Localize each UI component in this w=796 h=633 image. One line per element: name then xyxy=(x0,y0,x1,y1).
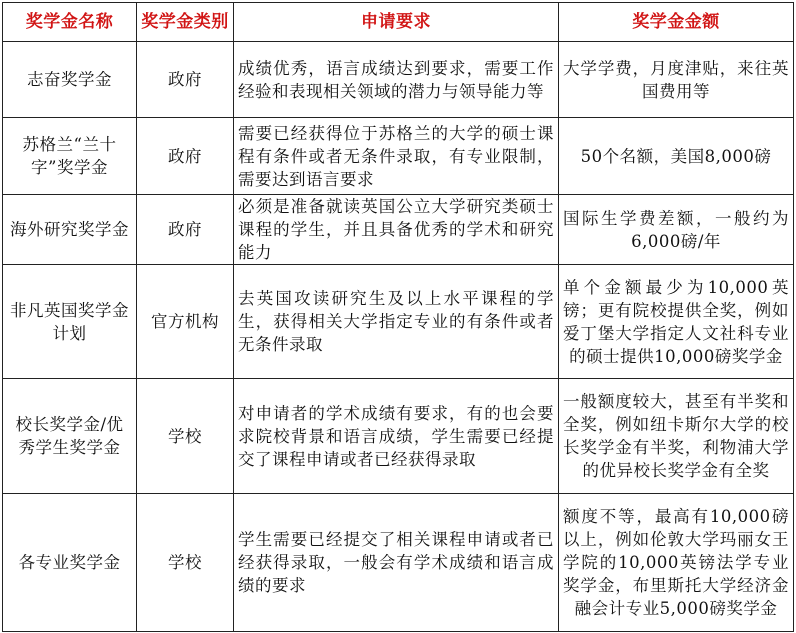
table-row xyxy=(3,265,794,379)
requirements-cell: 必须是准备就读英国公立大学研究类硕士课程的学生，并且具备优秀的学术和研究能力 xyxy=(234,195,559,265)
scholarship-type-cell: 学校 xyxy=(137,494,234,632)
scholarship-name-cell: 苏格兰“兰十字”奖学金 xyxy=(3,118,137,195)
amount-cell: 单个金额最少为10,000英镑；更有院校提供全奖，例如爱丁堡大学指定人文社科专业的硕士提供10,000磅奖学金 xyxy=(559,265,794,379)
table-row xyxy=(3,42,794,118)
amount-cell: 额度不等，最高有10,000磅以上，例如伦敦大学玛丽女王学院的10,000英镑法学专业奖学金，布里斯托大学经济金融会计专业5,000磅奖学金 xyxy=(559,494,794,632)
scholarship-name-cell: 各专业奖学金 xyxy=(3,494,137,632)
header-scholarship-name: 奖学金名称 xyxy=(3,3,137,42)
amount-cell: 大学学费，月度津贴，来往英国费用等 xyxy=(559,42,794,118)
table-row xyxy=(3,379,794,494)
table-header-row xyxy=(3,3,794,42)
scholarship-type-cell: 政府 xyxy=(137,195,234,265)
amount-cell: 一般额度较大，甚至有半奖和全奖，例如纽卡斯尔大学的校长奖学金有半奖，利物浦大学的优异校长奖学金有全奖 xyxy=(559,379,794,494)
scholarship-name-cell: 非凡英国奖学金计划 xyxy=(3,265,137,379)
scholarship-type-cell: 政府 xyxy=(137,118,234,195)
table-row xyxy=(3,494,794,632)
header-requirements: 申请要求 xyxy=(234,3,559,42)
requirements-cell: 需要已经获得位于苏格兰的大学的硕士课程有条件或者无条件录取，有专业限制，需要达到语言要求 xyxy=(234,118,559,195)
header-scholarship-type: 奖学金类别 xyxy=(137,3,234,42)
scholarship-name-cell: 校长奖学金/优秀学生奖学金 xyxy=(3,379,137,494)
scholarship-name-cell: 海外研究奖学金 xyxy=(3,195,137,265)
scholarship-type-cell: 学校 xyxy=(137,379,234,494)
requirements-cell: 成绩优秀，语言成绩达到要求，需要工作经验和表现相关领域的潜力与领导能力等 xyxy=(234,42,559,118)
scholarship-table xyxy=(2,2,794,632)
header-amount: 奖学金金额 xyxy=(559,3,794,42)
requirements-cell: 对申请者的学术成绩有要求，有的也会要求院校背景和语言成绩，学生需要已经提交了课程申请或者已经获得录取 xyxy=(234,379,559,494)
table-row xyxy=(3,118,794,195)
amount-cell: 国际生学费差额，一般约为6,000磅/年 xyxy=(559,195,794,265)
scholarship-name-cell: 志奋奖学金 xyxy=(3,42,137,118)
scholarship-type-cell: 官方机构 xyxy=(137,265,234,379)
requirements-cell: 去英国攻读研究生及以上水平课程的学生，获得相关大学指定专业的有条件或者无条件录取 xyxy=(234,265,559,379)
amount-cell: 50个名额，美国8,000磅 xyxy=(559,118,794,195)
requirements-cell: 学生需要已经提交了相关课程申请或者已经获得录取，一般会有学术成绩和语言成绩的要求 xyxy=(234,494,559,632)
scholarship-type-cell: 政府 xyxy=(137,42,234,118)
table-row xyxy=(3,195,794,265)
